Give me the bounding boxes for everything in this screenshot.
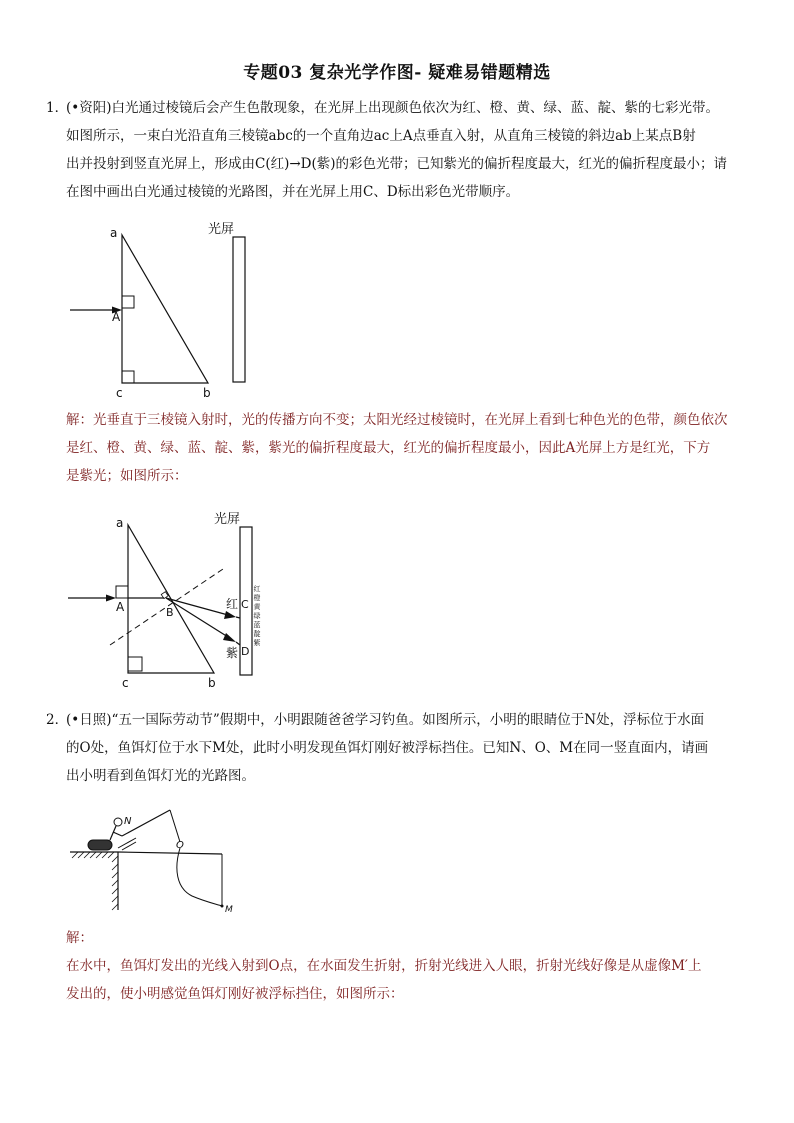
point-C-label: C bbox=[241, 598, 249, 611]
prism-figure-solution bbox=[60, 505, 280, 695]
vertex-c-label: c bbox=[116, 386, 123, 400]
vertex-c-label: c bbox=[122, 676, 129, 690]
question-number: 1． bbox=[46, 100, 69, 116]
question-text-line: 的O处，鱼饵灯位于水下M处，此时小明发现鱼饵灯刚好被浮标挡住。已知N、O、M在同一竖直面内，请画 bbox=[66, 740, 709, 756]
vertex-b-label: b bbox=[203, 386, 211, 400]
page-title: 专题03 复杂光学作图- 疑难易错题精选 bbox=[243, 63, 551, 83]
fishing-figure bbox=[66, 808, 256, 918]
question-number: 2． bbox=[46, 712, 69, 728]
question-text-line: (•日照)“五一国际劳动节”假期中，小明跟随爸爸学习钓鱼。如图所示，小明的眼睛位于N处，浮标位于水面 bbox=[66, 712, 705, 728]
prism-figure-1 bbox=[60, 215, 260, 405]
solution-2 bbox=[66, 924, 756, 1008]
screen-label: 光屏 bbox=[214, 512, 241, 527]
point-N-label: N bbox=[124, 816, 132, 827]
vertex-a-label: a bbox=[110, 226, 118, 240]
point-A-label: A bbox=[112, 310, 121, 324]
question-text-line: 出小明看到鱼饵灯光的光路图。 bbox=[66, 768, 255, 784]
question-text-line: (•资阳)白光通过棱镜后会产生色散现象，在光屏上出现颜色依次为红、橙、黄、绿、蓝、靛、紫的七彩光带。 bbox=[66, 100, 719, 116]
point-O-label: O bbox=[176, 840, 184, 851]
solution-text-line: 解：光垂直于三棱镜入射时，光的传播方向不变；太阳光经过棱镜时，在光屏上看到七种色光的色带，颜色依次 bbox=[66, 412, 728, 428]
question-1 bbox=[46, 94, 756, 206]
point-D-label: D bbox=[241, 645, 250, 658]
vertex-a-label: a bbox=[116, 516, 124, 530]
solution-text-line: 是紫光；如图所示： bbox=[66, 468, 188, 484]
color-band-label: 红橙黄绿蓝靛紫 bbox=[253, 585, 261, 647]
question-text-line: 如图所示，一束白光沿直角三棱镜abc的一个直角边ac上A点垂直入射，从直角三棱镜的斜边ab上某点B射 bbox=[66, 128, 696, 144]
question-text-line: 出并投射到竖直光屏上，形成由C(红)→D(紫)的彩色光带；已知紫光的偏折程度最大，红光的偏折程度最小；请 bbox=[66, 156, 728, 172]
purple-label: 紫 bbox=[226, 646, 239, 660]
red-label: 红 bbox=[226, 597, 239, 611]
solution-1 bbox=[66, 406, 756, 490]
screen-label: 光屏 bbox=[208, 222, 235, 237]
point-M-label: M bbox=[225, 905, 233, 915]
solution-text-line: 是红、橙、黄、绿、蓝、靛、紫，紫光的偏折程度最大，红光的偏折程度最小，因此A光屏上方是红光，下方 bbox=[66, 440, 711, 456]
solution-label: 解： bbox=[66, 930, 93, 946]
question-text-line: 在图中画出白光通过棱镜的光路图，并在光屏上用C、D标出彩色光带顺序。 bbox=[66, 184, 520, 200]
question-2 bbox=[46, 706, 756, 790]
solution-text-line: 发出的，使小明感觉鱼饵灯刚好被浮标挡住，如图所示： bbox=[66, 986, 404, 1002]
point-A-label: A bbox=[116, 600, 125, 614]
vertex-b-label: b bbox=[208, 676, 216, 690]
solution-text-line: 在水中，鱼饵灯发出的光线入射到O点，在水面发生折射，折射光线进入人眼，折射光线好像是从虚像M′上 bbox=[66, 958, 702, 974]
point-B-label: B bbox=[166, 606, 174, 619]
